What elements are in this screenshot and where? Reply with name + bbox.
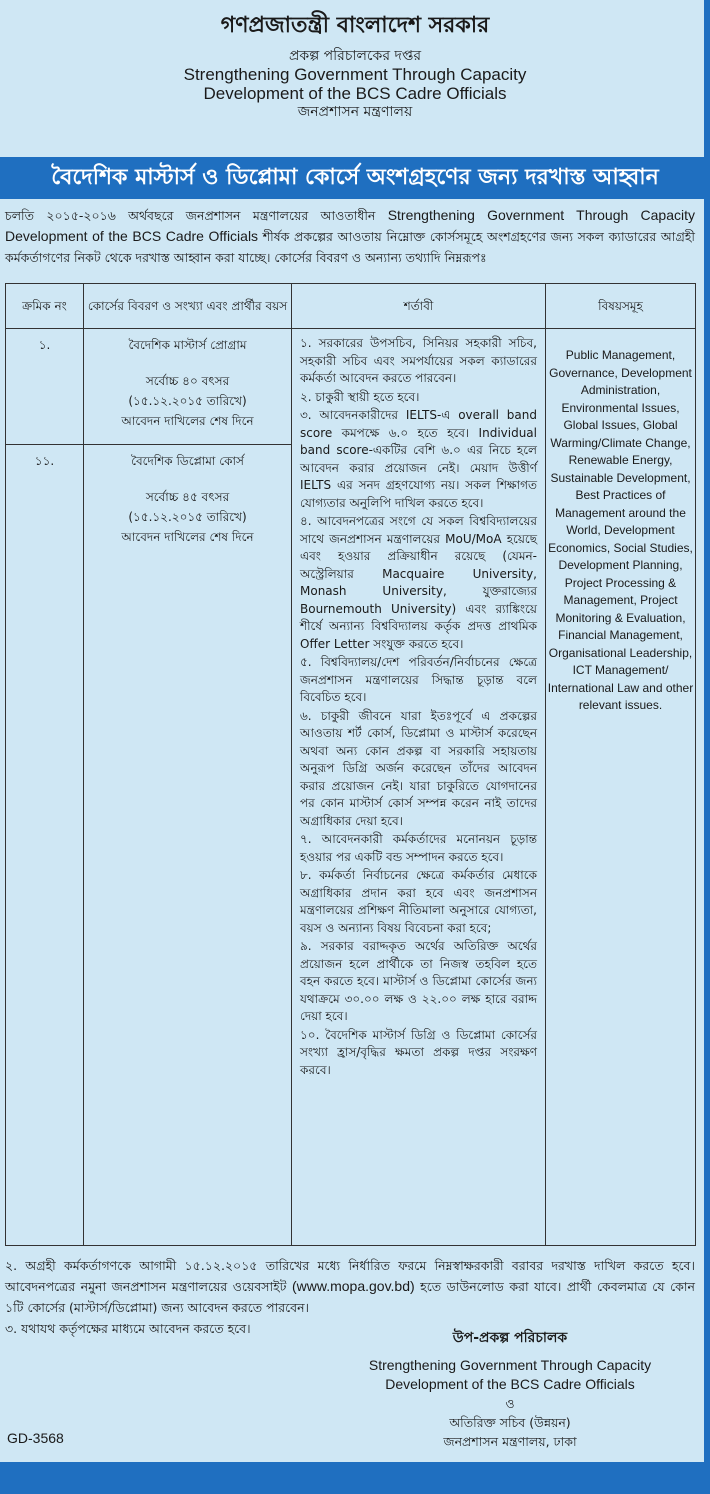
condition-6: ৬. চাকুরী জীবনে যারা ইতঃপূর্বে এ প্রকল্পের আওতায় শর্ট কোর্স, ডিপ্লোমা ও মাস্টার্স করেছেন অথবা অন্য কোন প্রকল্প বা সরকারি সহায়তায় অনুরূপ ডিগ্রি অর্জন করেছেন তাঁদের আবেদন করার প্রয়োজন নেই। যারা চাকুরিতে যোগদানের পর কোন মাস্টার্স কোর্স সম্পন্ন করেন নাই তাদের অগ্রাধিকার দেয়া হবে। xyxy=(300,708,537,828)
row-2-course xyxy=(84,445,292,1246)
conditions-cell xyxy=(292,329,546,1246)
intro-paragraph xyxy=(5,205,695,268)
right-border-bar xyxy=(704,0,710,1494)
condition-7: ৭. আবেদনকারী কর্মকর্তাদের মনোনয়ন চূড়ান্ত হওয়ার পর একটি বন্ড সম্পাদন করতে হবে। xyxy=(300,832,537,864)
header-course: কোর্সের বিবরণ ও সংখ্যা এবং প্রার্থীর বয়স xyxy=(84,284,292,329)
table-row xyxy=(6,329,696,445)
row-2-date: (১৫.১২.২০১৫ তারিখে) xyxy=(128,510,247,524)
condition-10: ১০. বৈদেশিক মাস্টার্স ডিগ্রি ও ডিপ্লোমা কোর্সের সংখ্যা হ্রাস/বৃদ্ধির ক্ষমতা প্রকল্প দপ্তর সংরক্ষণ করবে। xyxy=(300,1027,537,1077)
row-1-course-name: বৈদেশিক মাস্টার্স প্রোগ্রাম xyxy=(128,338,247,352)
row-2-age: সর্বোচ্চ ৪৫ বৎসর xyxy=(145,490,230,504)
headline-text: বৈদেশিক মাস্টার্স ও ডিপ্লোমা কোর্সে অংশগ্রহণের জন্য দরখাস্ত আহ্বান xyxy=(51,164,659,190)
row-1-serial: ১. xyxy=(6,329,84,445)
condition-8: ৮. কর্মকর্তা নির্বাচনের ক্ষেত্রে কর্মকর্তার মেধাকে অগ্রাধিকার প্রদান করা হবে এবং জনপ্রশাসন মন্ত্রণালয়ের প্রশিক্ষণ নীতিমালা অনুসারে যোগ্যতা, বয়স ও অন্যান্য বিষয় বিবেচনা করা হবে; xyxy=(300,868,537,935)
ministry-name: জনপ্রশাসন মন্ত্রণালয় xyxy=(297,104,413,120)
signatory-project-line-2: Development of the BCS Cadre Officials xyxy=(385,1376,635,1392)
reference-code: GD-3568 xyxy=(7,1430,64,1446)
subjects-cell: Public Management, Governance, Development Administration, Environmental Issues, Global Issues, Global Warming/Climate Change, Renewable Energy, Sustainable Development, Best Practices of Management around the World, Development Economics, Social Studies, Development Planning, Project Processing & Management, Project Monitoring & Evaluation, Financial Management, Organisational Leadership, ICT Management/ International Law and other relevant issues. xyxy=(546,329,696,1246)
header-subjects: বিষয়সমূহ xyxy=(546,284,696,329)
row-1-course xyxy=(84,329,292,445)
condition-1: ১. সরকারের উপসচিব, সিনিয়র সহকারী সচিব, সহকারী সচিব এবং সমপর্যায়ের সকল ক্যাডারের কর্মকর্তা আবেদন করতে পারবেন। xyxy=(300,336,537,385)
header-serial: ক্রমিক নং xyxy=(6,284,84,329)
row-2-serial: ১১. xyxy=(6,445,84,1246)
table-header-row xyxy=(6,284,696,329)
note-3: ৩. যথাযথ কর্তৃপক্ষের মাধ্যমে আবেদন করতে হবে। xyxy=(5,1321,251,1336)
signatory-title: অতিরিক্ত সচিব (উন্নয়ন) xyxy=(449,1415,571,1430)
header-conditions: শর্তাবী xyxy=(292,284,546,329)
bottom-bar xyxy=(0,1462,710,1494)
condition-2: ২. চাকুরী স্থায়ী হতে হবে। xyxy=(300,389,420,404)
row-1-date: (১৫.১২.২০১৫ তারিখে) xyxy=(128,394,247,408)
intro-project-name: Strengthening Government Through Capacity Development of the BCS Cadre Officials xyxy=(5,207,695,244)
condition-3: ৩. আবেদনকারীদের IELTS-এ overall band score কমপক্ষে ৬.০ হতে হবে। Individual band score-একটির বেশি ৬.০ এর নিচে হলে আবেদন করার প্রয়োজন নেই। মেয়াদ উত্তীর্ণ IELTS এর সনদ গ্রহণযোগ্য নয়। সকল শিক্ষাগত যোগ্যতার অনুলিপি দাখিল করতে হবে। xyxy=(300,408,537,510)
row-1-age: সর্বোচ্চ ৪০ বৎসর xyxy=(145,374,230,388)
govt-title: গণপ্রজাতন্ত্রী বাংলাদেশ সরকার xyxy=(220,13,490,38)
condition-4: ৪. আবেদনপত্রের সংগে যে সকল বিশ্ববিদ্যালয়ের সাথে জনপ্রশাসন মন্ত্রণালয়ের MoU/MoA হয়েছে এবং হওয়ার প্রক্রিয়াধীন রয়েছে (যেমন-অস্ট্রেলিয়ার Macquaire University, Monash University, যুক্তরাজ্যের Bournemouth University) এবং র‌্যাঙ্কিংয়ে শীর্ষে অন্যান্য বিশ্ববিদ্যালয় কর্তৃক প্রদত্ত প্রাথমিক Offer Letter সংযুক্ত করতে হবে। xyxy=(300,514,537,651)
footer-notes xyxy=(5,1255,695,1339)
note-2-part-a: ২. অগ্রহী কর্মকর্তাগণকে আগামী ১৫.১২.২০১৫ তারিখের মধ্যে নির্ধারিত ফরমে নিম্নস্বাক্ষরকারী বরাবর দরখাস্ত দাখিল করতে হবে। আবেদনপত্রের নমুনা জনপ্রশাসন মন্ত্রণালয়ের ওয়েবসাইট xyxy=(5,1258,695,1294)
condition-5: ৫. বিশ্ববিদ্যালয়/দেশ পরিবর্তন/নির্বাচনের ক্ষেত্রে জনপ্রশাসন মন্ত্রণালয়ের সিদ্ধান্ত চূড়ান্ত বলে বিবেচিত হবে। xyxy=(300,655,537,704)
project-line-1: Strengthening Government Through Capacity xyxy=(183,65,527,84)
website-link[interactable]: (www.mopa.gov.bd) xyxy=(291,1278,415,1294)
intro-part-1: চলতি ২০১৫-২০১৬ অর্থবছরে জনপ্রশাসন মন্ত্রণালয়ের আওতাধীন xyxy=(5,208,388,223)
header xyxy=(0,0,710,121)
signature-block xyxy=(345,1329,675,1451)
office-name: প্রকল্প পরিচালকের দপ্তর xyxy=(288,48,422,64)
signatory-and: ও xyxy=(505,1396,515,1411)
signatory-project-line-1: Strengthening Government Through Capacity xyxy=(368,1357,652,1373)
headline-banner xyxy=(0,157,710,199)
row-2-deadline: আবেদন দাখিলের শেষ দিনে xyxy=(121,530,254,544)
project-line-2: Development of the BCS Cadre Officials xyxy=(203,84,507,103)
note-2 xyxy=(5,1255,695,1318)
row-1-deadline: আবেদন দাখিলের শেষ দিনে xyxy=(121,414,254,428)
condition-9: ৯. সরকার বরাদ্দকৃত অর্থের অতিরিক্ত অর্থের প্রয়োজন হলে প্রার্থীকে তা নিজস্ব তহবিল হতে বহন করতে হবে। মাস্টার্স ও ডিপ্লোমা কোর্সের জন্য যথাক্রমে ৩০.০০ লক্ষ ও ২২.০০ লক্ষ হারে বরাদ্দ দেয়া হবে। xyxy=(300,939,537,1023)
intro-part-2: শীর্ষক প্রকল্পের আওতায় নিম্নোক্ত কোর্সসমূহে অংশগ্রহণের জন্য সকল ক্যাডারের আগ্রহী কর্মকর্তাগণের নিকট থেকে দরখাস্ত আহ্বান করা যাচ্ছে। কোর্সের বিবরণ ও অন্যান্য তথ্যাদি নিম্নরূপঃ xyxy=(5,229,695,265)
signatory-designation: উপ-প্রকল্প পরিচালক xyxy=(452,1330,568,1346)
row-2-course-name: বৈদেশিক ডিপ্লোমা কোর্স xyxy=(131,454,244,468)
course-table xyxy=(5,283,696,1246)
note-2-part-b: হতে ডাউনলোড করা যাবে। প্রার্থী কেবলমাত্র যে কোন ১টি কোর্সের (মাস্টার্স/ডিপ্লোমা) জন্য আবেদন করতে পারবেন। xyxy=(5,1279,695,1315)
signatory-ministry: জনপ্রশাসন মন্ত্রণালয়, ঢাকা xyxy=(443,1434,577,1449)
